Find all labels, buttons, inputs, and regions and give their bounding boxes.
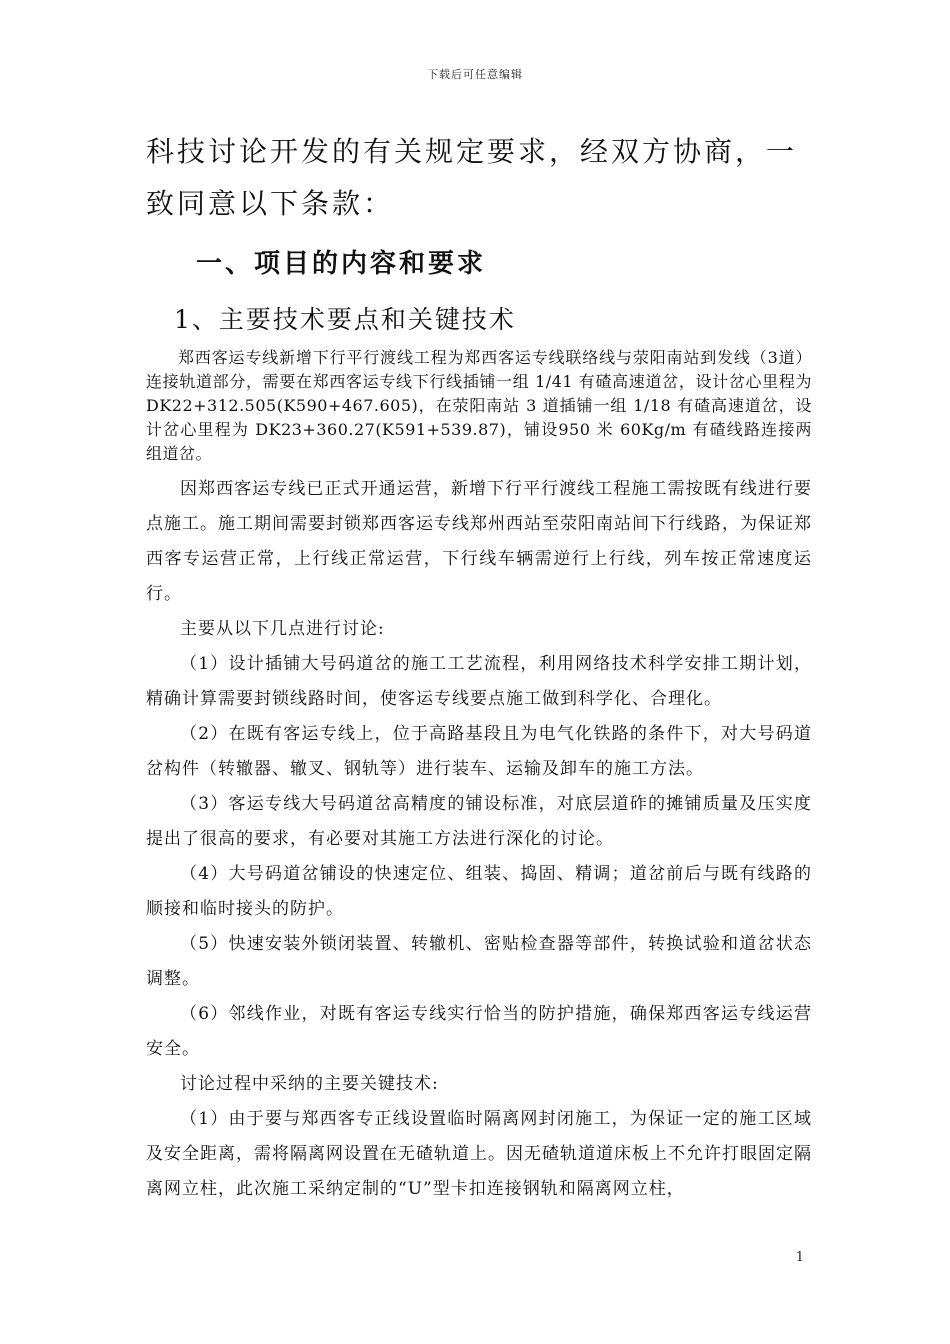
discussion-item-6: （6）邻线作业，对既有客运专线实行恰当的防护措施，确保郑西客运专线运营安全。 [146,1004,812,1059]
paragraph-key-tech-intro: 讨论过程中采纳的主要关键技术: [180,1074,439,1094]
paragraph-project-overview: 郑西客运专线新增下行平行渡线工程为郑西客运专线联络线与荥阳南站到发线（3道）连接轨道部分，需要在郑西客运专线下行线插铺一组 1/41 有碴高速道岔，设计岔心里程为 DK22+312.505(K590+467.605)，在荥阳南站 3 道插铺一组 1/18 有碴高速道岔，设计岔心里程为 DK23+360.27(K591+539.87)，铺设950 米 60Kg/m 有碴线路连接两组道岔。 [146,348,812,463]
paragraph-discussion-intro: 主要从以下几点进行讨论: [180,619,385,639]
key-tech-item-1: （1）由于要与郑西客专正线设置临时隔离网封闭施工，为保证一定的施工区域及安全距离，需将隔离网设置在无碴轨道上。因无碴轨道道床板上不允许打眼固定隔离网立柱，此次施工采纳定制的“U”型卡扣连接钢轨和隔离网立柱， [146,1109,812,1199]
discussion-item-5: （5）快速安装外锁闭装置、转辙机、密贴检查器等部件，转换试验和道岔状态调整。 [146,934,812,989]
section-heading: 一、项目的内容和要求 [196,249,487,279]
header-note: 下载后可任意编辑 [427,68,523,81]
discussion-item-4: （4）大号码道岔铺设的快速定位、组装、捣固、精调；道岔前后与既有线路的顺接和临时接头的防护。 [146,864,812,919]
subsection-heading: 1、主要技术要点和关键技术 [174,305,516,334]
page-number: 1 [795,1250,804,1265]
discussion-item-2: （2）在既有客运专线上，位于高路基段且为电气化铁路的条件下，对大号码道岔构件（转辙器、辙叉、钢轨等）进行装车、运输及卸车的施工方法。 [146,724,812,779]
intro-paragraph: 科技讨论开发的有关规定要求，经双方协商，一致同意以下条款： [146,135,798,220]
document-body [146,126,812,1207]
discussion-item-1: （1）设计插铺大号码道岔的施工工艺流程，利用网络技术科学安排工期计划，精确计算需要封锁线路时间，使客运专线要点施工做到科学化、合理化。 [146,654,812,709]
discussion-item-3: （3）客运专线大号码道岔高精度的铺设标准，对底层道砟的摊铺质量及压实度提出了很高的要求，有必要对其施工方法进行深化的讨论。 [146,794,812,849]
paragraph-operation-context: 因郑西客运专线已正式开通运营，新增下行平行渡线工程施工需按既有线进行要点施工。施工期间需要封锁郑西客运专线郑州西站至荥阳南站间下行线路，为保证郑西客专运营正常，上行线正常运营，下行线车辆需逆行上行线，列车按正常速度运行。 [146,479,812,604]
